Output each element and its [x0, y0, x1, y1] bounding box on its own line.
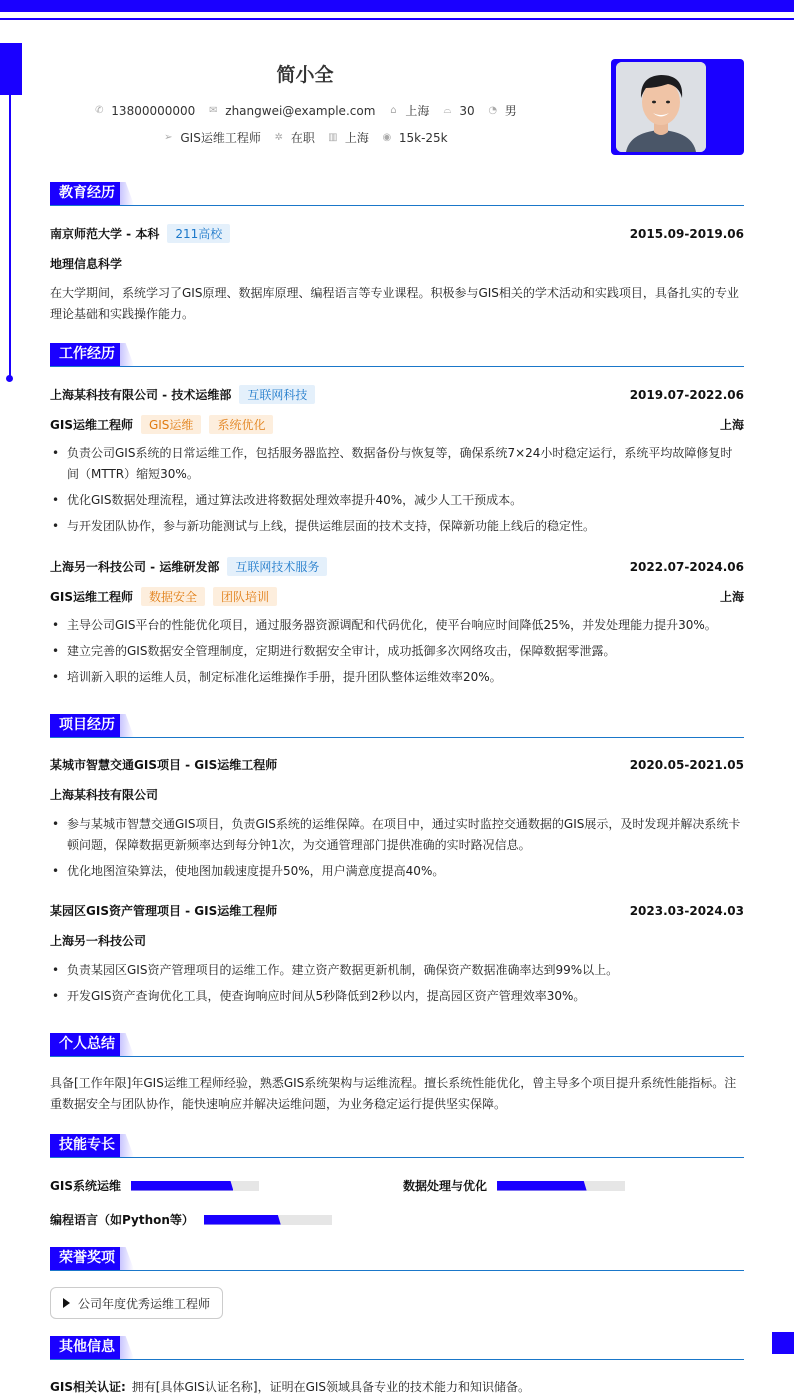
work-1-skill-tag: GIS运维 [141, 415, 201, 434]
email-value: zhangwei@example.com [225, 103, 376, 118]
work-1-bullets [50, 443, 744, 542]
section-awards-tail [120, 1247, 134, 1270]
work-1-city: 上海 [719, 418, 744, 432]
section-work-title: 工作经历 [50, 343, 124, 366]
status-item [273, 129, 315, 146]
salary-item [381, 131, 448, 145]
project-2-header-row [50, 902, 744, 919]
side-timeline-dot [6, 375, 13, 382]
caret-right-icon [63, 1298, 70, 1308]
work-1-date: 2019.07-2022.06 [629, 387, 744, 402]
skill-name: 编程语言（如Python等） [50, 1213, 194, 1227]
project-2-bullets [50, 960, 744, 1012]
target-city-item [327, 129, 369, 146]
gender-value: 男 [504, 104, 517, 118]
avatar-portrait-icon [616, 62, 706, 152]
education-school: 南京师范大学 - 本科 [50, 227, 160, 241]
age-icon: ⌓ [443, 105, 452, 116]
section-education-tail [120, 182, 134, 205]
section-other-tail [120, 1336, 134, 1359]
salary-icon: ◉ [382, 132, 392, 143]
top-accent-bar [0, 0, 794, 12]
section-summary [50, 1033, 744, 1057]
section-skills-title: 技能专长 [50, 1134, 124, 1157]
phone-value: 13800000000 [111, 103, 196, 118]
job-intent-row [0, 129, 610, 146]
section-other [50, 1336, 744, 1360]
list-item: • 建立完善的GIS数据安全管理制度，定期进行数据安全审计，成功抵御多次网络攻击，保障数据零泄露。 [50, 641, 744, 662]
home-icon: ⌂ [390, 105, 397, 116]
work-1-company: 上海某科技有限公司 - 技术运维部 [50, 388, 232, 402]
corner-accent-block [772, 1332, 794, 1354]
list-item: • 开发GIS资产查询优化工具，使查询响应时间从5秒降低到2秒以内，提高园区资产管理效率30%。 [50, 986, 744, 1007]
work-2-title: GIS运维工程师 [50, 590, 133, 604]
gender-item [487, 102, 517, 119]
section-awards [50, 1247, 744, 1271]
list-item: • 优化地图渲染算法，使地图加载速度提升50%，用户满意度提高40%。 [50, 861, 744, 882]
work-1-header-row [50, 385, 744, 404]
skill-item [403, 1177, 625, 1194]
skill-bar [131, 1181, 259, 1191]
list-item: • 优化GIS数据处理流程，通过算法改进将数据处理效率提升40%，减少人工干预成本。 [50, 490, 744, 511]
location-item [387, 102, 429, 119]
skill-bar [204, 1215, 332, 1225]
salary-value: 15k-25k [398, 130, 448, 145]
skill-bar-fill [497, 1181, 587, 1191]
project-1-date: 2020.05-2021.05 [629, 757, 744, 772]
other-row [50, 1378, 744, 1395]
skill-item [50, 1177, 259, 1194]
project-1-header-row [50, 756, 744, 773]
section-work [50, 343, 744, 367]
work-2-skill-tag: 团队培训 [213, 587, 277, 606]
phone-icon: ✆ [95, 105, 104, 116]
skill-bar-fill [204, 1215, 281, 1225]
target-job-value: GIS运维工程师 [180, 131, 261, 145]
list-item: • 负责某园区GIS资产管理项目的运维工作。建立资产数据更新机制，确保资产数据准确率达到99%以上。 [50, 960, 744, 981]
contact-row [0, 102, 610, 119]
status-value: 在职 [290, 131, 315, 145]
gender-icon: ◔ [488, 105, 498, 116]
photo-frame [611, 59, 744, 155]
section-skills [50, 1134, 744, 1158]
project-1-bullets [50, 814, 744, 887]
top-accent-line [0, 18, 794, 20]
section-other-title: 其他信息 [50, 1336, 124, 1359]
education-date: 2015.09-2019.06 [629, 226, 744, 241]
work-2-city: 上海 [719, 590, 744, 604]
education-desc: 在大学期间，系统学习了GIS原理、数据库原理、编程语言等专业课程。积极参与GIS相关的学术活动和实践项目，具备扎实的专业理论基础和实践操作能力。 [50, 286, 739, 321]
skill-bar-fill [131, 1181, 233, 1191]
target-city-value: 上海 [344, 131, 369, 145]
resume-name: 简小全 [276, 64, 334, 86]
list-item: • 负责公司GIS系统的日常运维工作，包括服务器监控、数据备份与恢复等，确保系统7×24小时稳定运行，系统平均故障修复时间（MTTR）缩短30%。 [50, 443, 744, 485]
work-2-skill-tag: 数据安全 [141, 587, 205, 606]
project-2-date: 2023.03-2024.03 [629, 903, 744, 918]
skill-item [50, 1211, 332, 1228]
work-2-industry-tag: 互联网技术服务 [227, 557, 327, 576]
education-header-row [50, 224, 744, 243]
work-2-header-row [50, 557, 744, 576]
work-1-skill-tag: 系统优化 [209, 415, 273, 434]
project-2-name: 某园区GIS资产管理项目 - GIS运维工程师 [50, 904, 278, 918]
project-1-org: 上海某科技有限公司 [50, 788, 159, 802]
status-icon: ✲ [274, 132, 284, 143]
building-icon: ▥ [328, 132, 338, 143]
section-summary-title: 个人总结 [50, 1033, 124, 1056]
other-label: GIS相关认证: [50, 1380, 126, 1394]
other-text: 拥有[具体GIS认证名称]，证明在GIS领域具备专业的技术能力和知识储备。 [131, 1380, 531, 1394]
section-projects-title: 项目经历 [50, 714, 124, 737]
target-job-item [162, 129, 260, 146]
section-skills-tail [120, 1134, 134, 1157]
education-tag: 211高校 [167, 224, 230, 243]
section-projects-tail [120, 714, 134, 737]
award-name: 公司年度优秀运维工程师 [78, 1296, 211, 1311]
list-item: • 参与某城市智慧交通GIS项目，负责GIS系统的运维保障。在项目中，通过实时监控交通数据的GIS展示，及时发现并解决系统卡顿问题，保障数据更新频率达到每分钟1次，为交通管理部门提供准确的实时路况信息。 [50, 814, 744, 856]
skill-name: GIS系统运维 [50, 1179, 121, 1193]
work-2-date: 2022.07-2024.06 [629, 559, 744, 574]
work-1-industry-tag: 互联网科技 [239, 385, 315, 404]
section-awards-title: 荣誉奖项 [50, 1247, 124, 1270]
section-education [50, 182, 744, 206]
skill-bar [497, 1181, 625, 1191]
skill-name: 数据处理与优化 [403, 1179, 488, 1193]
work-1-title-row [50, 415, 744, 434]
project-1-org-row [50, 786, 744, 803]
education-major-row [50, 255, 744, 272]
summary-text: 具备[工作年限]年GIS运维工程师经验，熟悉GIS系统架构与运维流程。擅长系统性能优化，曾主导多个项目提升系统性能指标。注重数据安全与团队协作，能快速响应并解决运维问题，为业务稳定运行提供坚实保障。 [50, 1076, 737, 1111]
mail-icon: ✉ [209, 105, 218, 116]
location-value: 上海 [405, 104, 430, 118]
award-item[interactable] [50, 1287, 223, 1319]
work-1-title: GIS运维工程师 [50, 418, 133, 432]
list-item: • 培训新入职的运维人员，制定标准化运维操作手册，提升团队整体运维效率20%。 [50, 667, 744, 688]
age-item [441, 104, 474, 118]
age-value: 30 [459, 103, 475, 118]
project-2-org-row [50, 932, 744, 949]
avatar [616, 62, 706, 152]
project-2-org: 上海另一科技公司 [50, 934, 147, 948]
work-2-company: 上海另一科技公司 - 运维研发部 [50, 560, 220, 574]
project-1-name: 某城市智慧交通GIS项目 - GIS运维工程师 [50, 758, 278, 772]
section-education-title: 教育经历 [50, 182, 124, 205]
work-2-bullets [50, 615, 744, 693]
phone-item [93, 104, 195, 118]
list-item: • 主导公司GIS平台的性能优化项目，通过服务器资源调配和代码优化，使平台响应时间降低25%，并发处理能力提升30%。 [50, 615, 744, 636]
section-work-tail [120, 343, 134, 366]
work-2-title-row [50, 587, 744, 606]
email-item [207, 104, 375, 118]
list-item: • 与开发团队协作，参与新功能测试与上线，提供运维层面的技术支持，保障新功能上线后的稳定性。 [50, 516, 744, 537]
section-projects [50, 714, 744, 738]
send-icon: ➢ [164, 132, 173, 143]
education-major: 地理信息科学 [50, 257, 123, 271]
section-summary-tail [120, 1033, 134, 1056]
